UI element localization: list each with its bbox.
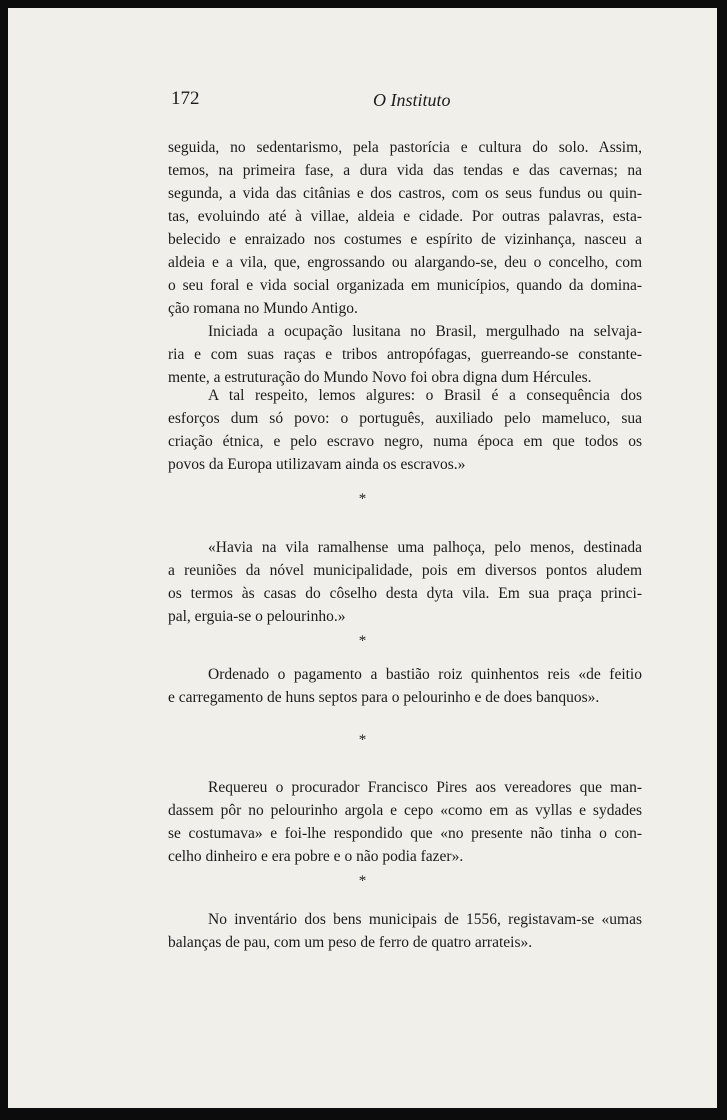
text-line: temos, na primeira fase, a dura vida das tendas e das cavernas; na (168, 162, 642, 179)
text-line: seguida, no sedentarismo, pela pastorícia e cultura do solo. Assim, (168, 139, 642, 156)
text-line: mente, a estruturação do Mundo Novo foi obra digna dum Hércules. (168, 369, 592, 386)
text-line: balanças de pau, com um peso de ferro de quatro arrateis». (168, 934, 533, 951)
running-title: O Instituto (373, 90, 451, 110)
paragraph-procurador (168, 776, 642, 868)
text-line: ria e com suas raças e tribos antropófagas, guerreando-se constante- (168, 346, 642, 363)
text-line: ção romana no Mundo Antigo. (168, 300, 358, 317)
text-line: belecido e enraizado nos costumes e espírito de vizinhança, nasceu a (168, 231, 642, 248)
text-line: celho dinheiro e era pobre e o não podia fazer». (168, 848, 464, 865)
text-line: povos da Europa utilizavam ainda os escravos.» (168, 456, 466, 473)
text-line: Requereu o procurador Francisco Pires aos vereadores que man- (208, 779, 642, 796)
section-separator: * (358, 491, 367, 507)
text-line: a reuniões da nóvel municipalidade, pois em diversos pontos aludem (168, 562, 642, 579)
text-line: e carregamento de huns septos para o pelourinho e de does banquos». (168, 689, 600, 706)
book-page (8, 8, 717, 1108)
text-line: Ordenado o pagamento a bastião roiz quinhentos reis «de feitio (208, 666, 642, 683)
text-line: o seu foral e vida social organizada em municípios, quando da domina- (168, 277, 642, 294)
text-line: dassem pôr no pelourinho argola e cepo «como em as vyllas e sydades (168, 802, 642, 819)
text-line: esforços dum só povo: o português, auxiliado pelo mameluco, sua (168, 410, 642, 427)
text-line: se costumava» e foi-lhe respondido que «no presente não tinha o con- (168, 825, 642, 842)
section-separator: * (358, 732, 367, 748)
page-number: 172 (171, 88, 200, 109)
text-line: Iniciada a ocupação lusitana no Brasil, mergulhado na selvaja- (208, 323, 642, 340)
paragraph-brasil (168, 320, 642, 389)
text-line: segunda, a vida das citânias e dos castros, com os seus fundus ou quin- (168, 185, 642, 202)
section-separator: * (358, 873, 367, 889)
text-line: «Havia na vila ramalhense uma palhoça, pelo menos, destinada (208, 539, 642, 556)
text-line: pal, erguia-se o pelourinho.» (168, 608, 346, 625)
text-line: criação étnica, e pelo escravo negro, numa época em que todos os (168, 433, 642, 450)
paragraph-palhoca (168, 536, 642, 628)
paragraph-intro (168, 136, 642, 320)
paragraph-pagamento (168, 663, 642, 709)
paragraph-quote (168, 384, 642, 476)
text-line: A tal respeito, lemos algures: o Brasil é a consequência dos (208, 387, 642, 404)
paragraph-inventario (168, 908, 642, 954)
text-line: tas, evoluindo até à villae, aldeia e cidade. Por outras palavras, esta- (168, 208, 642, 225)
text-line: os termos às casas do côselho desta dyta vila. Em sua praça princi- (168, 585, 642, 602)
text-line: No inventário dos bens municipais de 1556, registavam-se «umas (208, 911, 642, 928)
section-separator: * (358, 633, 367, 649)
text-line: aldeia e a vila, que, engrossando ou alargando-se, deu o concelho, com (168, 254, 642, 271)
